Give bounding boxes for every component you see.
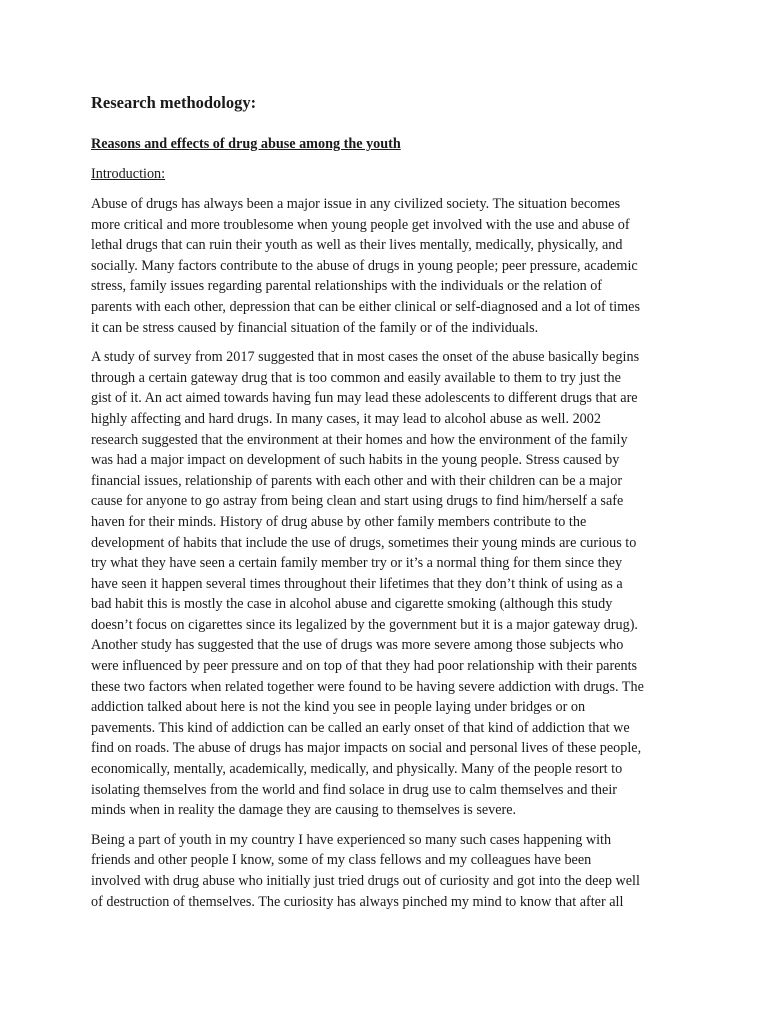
body-paragraph bbox=[91, 194, 691, 338]
paragraph-line: addiction talked about here is not the kind you see in people laying under bridges or on bbox=[91, 699, 586, 716]
document-heading: Research methodology: bbox=[91, 93, 257, 112]
paragraph-line: was had a major impact on development of such habits in the young people. Stress caused by bbox=[91, 452, 620, 469]
paragraph-line: of destruction of themselves. The curiosity has always pinched my mind to know that after all bbox=[91, 893, 624, 910]
paragraph-line: find on roads. The abuse of drugs has major impacts on social and personal lives of these people, bbox=[91, 740, 642, 757]
paragraph-line: isolating themselves from the world and find solace in drug use to calm themselves and their bbox=[91, 781, 617, 798]
paragraph-line: more critical and more troublesome when young people get involved with the use and abuse of bbox=[91, 216, 630, 233]
paragraph-line: through a certain gateway drug that is too common and easily available to them to try just the bbox=[91, 369, 621, 386]
body-paragraph bbox=[91, 830, 691, 912]
paragraph-line: economically, mentally, academically, medically, and physically. Many of the people resort to bbox=[91, 761, 623, 778]
paragraph-line: highly affecting and hard drugs. In many cases, it may lead to alcohol abuse as well. 2002 bbox=[91, 410, 601, 427]
document-body bbox=[91, 194, 691, 912]
introduction-label: Introduction: bbox=[91, 166, 166, 182]
paragraph-line: doesn’t focus on cigarettes since its legalized by the government but it is a major gateway drug). bbox=[91, 616, 638, 633]
paragraph-line: development of habits that include the use of drugs, sometimes their young minds are curious to bbox=[91, 534, 637, 551]
paragraph-line: research suggested that the environment at their homes and how the environment of the family bbox=[91, 431, 628, 448]
paragraph-line: gist of it. An act aimed towards having fun may lead these adolescents to different drugs that are bbox=[91, 390, 638, 407]
paragraph-line: have seen it happen several times throughout their lifetimes that they don’t think of using as a bbox=[91, 575, 623, 592]
paragraph-line: lethal drugs that can ruin their youth as well as their lives mentally, medically, physically, and bbox=[91, 237, 623, 254]
paragraph-line: haven for their minds. History of drug abuse by other family members contribute to the bbox=[91, 513, 587, 530]
paragraph-line: financial issues, relationship of parents with each other and with their children can be a major bbox=[91, 472, 623, 489]
paragraph-line: involved with drug abuse who initially just tried drugs out of curiosity and got into the deep well bbox=[91, 873, 640, 889]
paragraph-line: Another study has suggested that the use of drugs was more severe among those subjects who bbox=[91, 637, 624, 654]
paragraph-line: friends and other people I know, some of my class fellows and my colleagues have been bbox=[91, 852, 592, 869]
paragraph-line: parents with each other, depression that can be either clinical or self-diagnosed and a lot of times bbox=[91, 298, 641, 315]
document-page bbox=[91, 90, 691, 921]
paragraph-line: socially. Many factors contribute to the abuse of drugs in young people; peer pressure, academic bbox=[91, 257, 638, 274]
paragraph-line: cause for anyone to go astray from being clean and start using drugs to find him/herself a safe bbox=[91, 493, 624, 510]
paragraph-line: Being a part of youth in my country I have experienced so many such cases happening with bbox=[91, 831, 612, 848]
paragraph-line: these two factors when related together were found to be having severe addiction with drugs. The bbox=[91, 678, 644, 695]
paragraph-line: A study of survey from 2017 suggested that in most cases the onset of the abuse basically begins bbox=[91, 349, 640, 366]
paragraph-line: try what they have seen a certain family member try or it’s a normal thing for them since they bbox=[91, 555, 623, 572]
paragraph-line: stress, family issues regarding parental relationships with the individuals or the relation of bbox=[91, 278, 603, 295]
body-paragraph bbox=[91, 347, 691, 821]
paragraph-line: bad habit this is mostly the case in alcohol abuse and cigarette smoking (although this study bbox=[91, 596, 613, 613]
paragraph-line: Abuse of drugs has always been a major issue in any civilized society. The situation becomes bbox=[91, 196, 621, 212]
paragraph-line: minds when in reality the damage they are causing to themselves is severe. bbox=[91, 802, 517, 819]
paragraph-line: pavements. This kind of addiction can be called an early onset of that kind of addiction that we bbox=[91, 719, 630, 736]
paragraph-line: it can be stress caused by financial situation of the family or of the individuals. bbox=[91, 319, 539, 336]
document-subheading: Reasons and effects of drug abuse among the youth bbox=[91, 136, 401, 152]
paragraph-line: were influenced by peer pressure and on top of that they had poor relationship with their parents bbox=[91, 658, 638, 675]
